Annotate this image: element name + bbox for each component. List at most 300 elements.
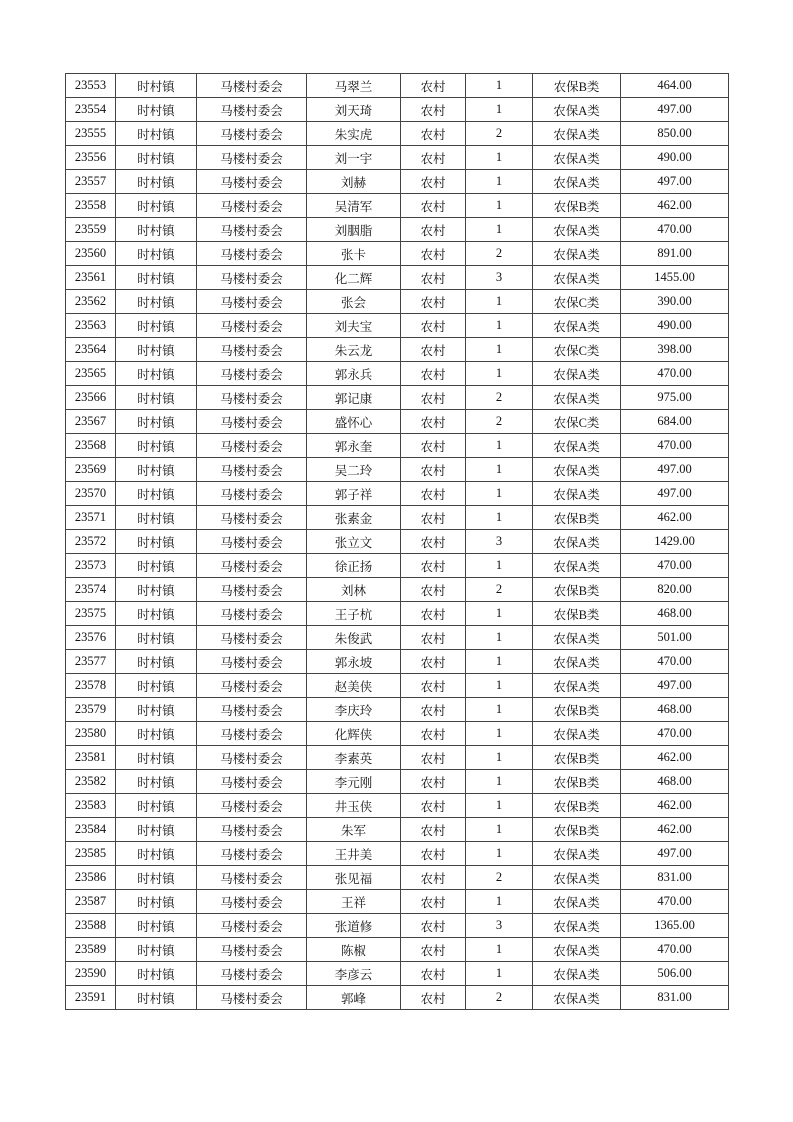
cell-serial-number: 23572 [66, 530, 116, 554]
table-row [66, 410, 729, 434]
cell-serial-number: 23558 [66, 194, 116, 218]
cell-residence-type: 农村 [401, 578, 466, 602]
cell-town: 时村镇 [116, 986, 197, 1010]
cell-village-committee: 马楼村委会 [197, 938, 307, 962]
cell-insurance-category: 农保A类 [533, 482, 621, 506]
cell-town: 时村镇 [116, 602, 197, 626]
cell-residence-type: 农村 [401, 914, 466, 938]
cell-residence-type: 农村 [401, 242, 466, 266]
cell-town: 时村镇 [116, 530, 197, 554]
table-row [66, 554, 729, 578]
cell-serial-number: 23580 [66, 722, 116, 746]
table-row [66, 386, 729, 410]
cell-person-count: 2 [466, 386, 533, 410]
cell-insurance-category: 农保A类 [533, 122, 621, 146]
cell-serial-number: 23576 [66, 626, 116, 650]
cell-village-committee: 马楼村委会 [197, 122, 307, 146]
cell-amount: 497.00 [621, 674, 729, 698]
cell-amount: 891.00 [621, 242, 729, 266]
cell-amount: 464.00 [621, 74, 729, 98]
cell-person-count: 1 [466, 362, 533, 386]
cell-amount: 497.00 [621, 842, 729, 866]
cell-person-name: 郭永坡 [307, 650, 401, 674]
table-row [66, 434, 729, 458]
cell-person-count: 1 [466, 194, 533, 218]
cell-insurance-category: 农保A类 [533, 98, 621, 122]
cell-person-count: 1 [466, 554, 533, 578]
table-row [66, 722, 729, 746]
cell-town: 时村镇 [116, 506, 197, 530]
table-row [66, 482, 729, 506]
cell-insurance-category: 农保A类 [533, 434, 621, 458]
cell-person-count: 1 [466, 458, 533, 482]
cell-amount: 470.00 [621, 362, 729, 386]
cell-insurance-category: 农保A类 [533, 266, 621, 290]
cell-person-count: 2 [466, 242, 533, 266]
cell-residence-type: 农村 [401, 602, 466, 626]
cell-village-committee: 马楼村委会 [197, 602, 307, 626]
cell-residence-type: 农村 [401, 866, 466, 890]
cell-insurance-category: 农保A类 [533, 362, 621, 386]
cell-person-count: 1 [466, 794, 533, 818]
cell-serial-number: 23566 [66, 386, 116, 410]
cell-residence-type: 农村 [401, 554, 466, 578]
cell-insurance-category: 农保A类 [533, 314, 621, 338]
cell-person-name: 李素英 [307, 746, 401, 770]
cell-amount: 390.00 [621, 290, 729, 314]
cell-person-name: 刘林 [307, 578, 401, 602]
cell-person-name: 李庆玲 [307, 698, 401, 722]
cell-person-name: 王子杭 [307, 602, 401, 626]
cell-person-name: 朱实虎 [307, 122, 401, 146]
cell-person-count: 1 [466, 602, 533, 626]
cell-village-committee: 马楼村委会 [197, 386, 307, 410]
cell-insurance-category: 农保B类 [533, 578, 621, 602]
cell-residence-type: 农村 [401, 266, 466, 290]
cell-village-committee: 马楼村委会 [197, 866, 307, 890]
cell-village-committee: 马楼村委会 [197, 698, 307, 722]
cell-insurance-category: 农保B类 [533, 506, 621, 530]
cell-serial-number: 23575 [66, 602, 116, 626]
cell-residence-type: 农村 [401, 98, 466, 122]
cell-residence-type: 农村 [401, 746, 466, 770]
cell-amount: 470.00 [621, 434, 729, 458]
cell-amount: 1455.00 [621, 266, 729, 290]
cell-insurance-category: 农保A类 [533, 938, 621, 962]
cell-amount: 470.00 [621, 554, 729, 578]
cell-serial-number: 23584 [66, 818, 116, 842]
cell-village-committee: 马楼村委会 [197, 818, 307, 842]
cell-town: 时村镇 [116, 842, 197, 866]
cell-town: 时村镇 [116, 434, 197, 458]
cell-residence-type: 农村 [401, 146, 466, 170]
cell-amount: 850.00 [621, 122, 729, 146]
cell-insurance-category: 农保C类 [533, 410, 621, 434]
cell-amount: 684.00 [621, 410, 729, 434]
cell-residence-type: 农村 [401, 506, 466, 530]
table-row [66, 866, 729, 890]
cell-village-committee: 马楼村委会 [197, 674, 307, 698]
table-row [66, 530, 729, 554]
cell-village-committee: 马楼村委会 [197, 794, 307, 818]
payment-table [65, 73, 729, 1010]
cell-person-count: 1 [466, 314, 533, 338]
cell-amount: 506.00 [621, 962, 729, 986]
cell-person-count: 1 [466, 962, 533, 986]
cell-person-count: 1 [466, 818, 533, 842]
cell-person-count: 3 [466, 530, 533, 554]
cell-town: 时村镇 [116, 314, 197, 338]
cell-insurance-category: 农保A类 [533, 554, 621, 578]
cell-residence-type: 农村 [401, 74, 466, 98]
cell-town: 时村镇 [116, 458, 197, 482]
cell-town: 时村镇 [116, 626, 197, 650]
cell-town: 时村镇 [116, 98, 197, 122]
cell-amount: 398.00 [621, 338, 729, 362]
cell-person-name: 吴清军 [307, 194, 401, 218]
cell-town: 时村镇 [116, 914, 197, 938]
cell-town: 时村镇 [116, 218, 197, 242]
cell-person-count: 2 [466, 122, 533, 146]
table-row [66, 890, 729, 914]
cell-village-committee: 马楼村委会 [197, 146, 307, 170]
table-row [66, 674, 729, 698]
cell-town: 时村镇 [116, 146, 197, 170]
cell-person-count: 1 [466, 722, 533, 746]
cell-serial-number: 23565 [66, 362, 116, 386]
cell-serial-number: 23591 [66, 986, 116, 1010]
cell-town: 时村镇 [116, 938, 197, 962]
cell-person-count: 1 [466, 698, 533, 722]
cell-village-committee: 马楼村委会 [197, 578, 307, 602]
cell-person-name: 赵美侠 [307, 674, 401, 698]
cell-village-committee: 马楼村委会 [197, 842, 307, 866]
cell-serial-number: 23570 [66, 482, 116, 506]
cell-person-name: 陈椒 [307, 938, 401, 962]
cell-amount: 497.00 [621, 482, 729, 506]
cell-amount: 1365.00 [621, 914, 729, 938]
cell-residence-type: 农村 [401, 170, 466, 194]
cell-village-committee: 马楼村委会 [197, 962, 307, 986]
cell-residence-type: 农村 [401, 194, 466, 218]
cell-residence-type: 农村 [401, 122, 466, 146]
cell-residence-type: 农村 [401, 962, 466, 986]
cell-town: 时村镇 [116, 554, 197, 578]
cell-insurance-category: 农保B类 [533, 74, 621, 98]
cell-serial-number: 23588 [66, 914, 116, 938]
cell-village-committee: 马楼村委会 [197, 626, 307, 650]
cell-serial-number: 23574 [66, 578, 116, 602]
cell-amount: 497.00 [621, 170, 729, 194]
table-row [66, 242, 729, 266]
cell-residence-type: 农村 [401, 650, 466, 674]
cell-amount: 490.00 [621, 314, 729, 338]
cell-amount: 462.00 [621, 794, 729, 818]
cell-residence-type: 农村 [401, 794, 466, 818]
cell-insurance-category: 农保A类 [533, 962, 621, 986]
cell-village-committee: 马楼村委会 [197, 650, 307, 674]
cell-person-count: 2 [466, 578, 533, 602]
cell-person-count: 1 [466, 626, 533, 650]
cell-residence-type: 农村 [401, 530, 466, 554]
table-row [66, 266, 729, 290]
cell-serial-number: 23562 [66, 290, 116, 314]
table-row [66, 338, 729, 362]
cell-amount: 497.00 [621, 98, 729, 122]
cell-person-name: 化二辉 [307, 266, 401, 290]
table-row [66, 914, 729, 938]
cell-village-committee: 马楼村委会 [197, 410, 307, 434]
cell-residence-type: 农村 [401, 314, 466, 338]
cell-amount: 470.00 [621, 218, 729, 242]
cell-insurance-category: 农保B类 [533, 698, 621, 722]
cell-residence-type: 农村 [401, 362, 466, 386]
cell-residence-type: 农村 [401, 698, 466, 722]
cell-town: 时村镇 [116, 386, 197, 410]
cell-amount: 462.00 [621, 194, 729, 218]
table-row [66, 794, 729, 818]
table-row [66, 458, 729, 482]
cell-insurance-category: 农保A类 [533, 242, 621, 266]
cell-person-name: 郭永奎 [307, 434, 401, 458]
cell-person-name: 朱云龙 [307, 338, 401, 362]
cell-village-committee: 马楼村委会 [197, 554, 307, 578]
cell-insurance-category: 农保A类 [533, 890, 621, 914]
cell-residence-type: 农村 [401, 338, 466, 362]
table-row [66, 506, 729, 530]
cell-town: 时村镇 [116, 74, 197, 98]
cell-insurance-category: 农保A类 [533, 386, 621, 410]
cell-amount: 462.00 [621, 746, 729, 770]
cell-insurance-category: 农保A类 [533, 866, 621, 890]
cell-serial-number: 23563 [66, 314, 116, 338]
cell-insurance-category: 农保A类 [533, 986, 621, 1010]
cell-insurance-category: 农保A类 [533, 842, 621, 866]
cell-insurance-category: 农保B类 [533, 602, 621, 626]
cell-person-count: 1 [466, 98, 533, 122]
cell-town: 时村镇 [116, 770, 197, 794]
cell-serial-number: 23560 [66, 242, 116, 266]
cell-village-committee: 马楼村委会 [197, 506, 307, 530]
cell-village-committee: 马楼村委会 [197, 746, 307, 770]
payment-table-body [66, 74, 729, 1010]
cell-person-count: 1 [466, 170, 533, 194]
cell-village-committee: 马楼村委会 [197, 434, 307, 458]
cell-person-name: 朱俊武 [307, 626, 401, 650]
cell-person-name: 井玉侠 [307, 794, 401, 818]
cell-person-name: 王井美 [307, 842, 401, 866]
cell-village-committee: 马楼村委会 [197, 242, 307, 266]
table-row [66, 194, 729, 218]
cell-amount: 820.00 [621, 578, 729, 602]
cell-insurance-category: 农保A类 [533, 626, 621, 650]
cell-amount: 831.00 [621, 866, 729, 890]
table-row [66, 290, 729, 314]
cell-insurance-category: 农保A类 [533, 458, 621, 482]
cell-town: 时村镇 [116, 698, 197, 722]
cell-person-count: 1 [466, 938, 533, 962]
cell-amount: 1429.00 [621, 530, 729, 554]
table-row [66, 362, 729, 386]
cell-insurance-category: 农保B类 [533, 770, 621, 794]
cell-person-name: 刘胭脂 [307, 218, 401, 242]
cell-insurance-category: 农保A类 [533, 650, 621, 674]
cell-amount: 468.00 [621, 770, 729, 794]
cell-person-count: 3 [466, 914, 533, 938]
cell-residence-type: 农村 [401, 218, 466, 242]
cell-insurance-category: 农保A类 [533, 914, 621, 938]
cell-person-name: 刘赫 [307, 170, 401, 194]
cell-amount: 470.00 [621, 938, 729, 962]
table-row [66, 218, 729, 242]
cell-amount: 462.00 [621, 506, 729, 530]
cell-village-committee: 马楼村委会 [197, 890, 307, 914]
cell-residence-type: 农村 [401, 770, 466, 794]
table-row [66, 818, 729, 842]
cell-amount: 468.00 [621, 698, 729, 722]
cell-person-name: 郭永兵 [307, 362, 401, 386]
cell-person-name: 郭峰 [307, 986, 401, 1010]
cell-insurance-category: 农保A类 [533, 146, 621, 170]
cell-person-count: 2 [466, 410, 533, 434]
cell-amount: 462.00 [621, 818, 729, 842]
cell-serial-number: 23567 [66, 410, 116, 434]
cell-village-committee: 马楼村委会 [197, 290, 307, 314]
cell-person-name: 李彦云 [307, 962, 401, 986]
cell-amount: 470.00 [621, 650, 729, 674]
cell-town: 时村镇 [116, 242, 197, 266]
cell-insurance-category: 农保B类 [533, 746, 621, 770]
cell-person-count: 1 [466, 434, 533, 458]
cell-person-count: 1 [466, 290, 533, 314]
cell-person-count: 1 [466, 146, 533, 170]
cell-village-committee: 马楼村委会 [197, 170, 307, 194]
cell-town: 时村镇 [116, 818, 197, 842]
table-row [66, 938, 729, 962]
cell-person-name: 徐正扬 [307, 554, 401, 578]
cell-residence-type: 农村 [401, 458, 466, 482]
cell-serial-number: 23581 [66, 746, 116, 770]
cell-town: 时村镇 [116, 578, 197, 602]
table-row [66, 962, 729, 986]
cell-amount: 470.00 [621, 722, 729, 746]
cell-person-count: 1 [466, 650, 533, 674]
cell-town: 时村镇 [116, 338, 197, 362]
cell-residence-type: 农村 [401, 410, 466, 434]
cell-person-name: 盛怀心 [307, 410, 401, 434]
cell-person-name: 张立文 [307, 530, 401, 554]
cell-person-count: 1 [466, 338, 533, 362]
cell-person-name: 化辉侠 [307, 722, 401, 746]
cell-village-committee: 马楼村委会 [197, 194, 307, 218]
cell-serial-number: 23582 [66, 770, 116, 794]
cell-serial-number: 23583 [66, 794, 116, 818]
cell-residence-type: 农村 [401, 434, 466, 458]
cell-person-count: 1 [466, 746, 533, 770]
cell-village-committee: 马楼村委会 [197, 98, 307, 122]
cell-serial-number: 23557 [66, 170, 116, 194]
cell-person-count: 1 [466, 770, 533, 794]
cell-serial-number: 23555 [66, 122, 116, 146]
cell-town: 时村镇 [116, 482, 197, 506]
cell-amount: 490.00 [621, 146, 729, 170]
cell-person-name: 张道修 [307, 914, 401, 938]
cell-amount: 470.00 [621, 890, 729, 914]
cell-insurance-category: 农保B类 [533, 194, 621, 218]
cell-person-count: 1 [466, 890, 533, 914]
cell-town: 时村镇 [116, 962, 197, 986]
cell-person-name: 郭记康 [307, 386, 401, 410]
cell-serial-number: 23556 [66, 146, 116, 170]
cell-village-committee: 马楼村委会 [197, 770, 307, 794]
cell-person-name: 马翠兰 [307, 74, 401, 98]
cell-serial-number: 23568 [66, 434, 116, 458]
cell-village-committee: 马楼村委会 [197, 986, 307, 1010]
cell-village-committee: 马楼村委会 [197, 314, 307, 338]
table-row [66, 986, 729, 1010]
cell-town: 时村镇 [116, 266, 197, 290]
cell-person-name: 张素金 [307, 506, 401, 530]
table-row [66, 74, 729, 98]
cell-amount: 975.00 [621, 386, 729, 410]
cell-insurance-category: 农保B类 [533, 794, 621, 818]
cell-town: 时村镇 [116, 650, 197, 674]
cell-person-name: 朱军 [307, 818, 401, 842]
cell-village-committee: 马楼村委会 [197, 482, 307, 506]
table-row [66, 626, 729, 650]
cell-serial-number: 23579 [66, 698, 116, 722]
cell-serial-number: 23586 [66, 866, 116, 890]
cell-person-count: 1 [466, 674, 533, 698]
table-row [66, 314, 729, 338]
cell-person-name: 王祥 [307, 890, 401, 914]
cell-town: 时村镇 [116, 290, 197, 314]
cell-insurance-category: 农保C类 [533, 290, 621, 314]
table-row [66, 98, 729, 122]
cell-residence-type: 农村 [401, 818, 466, 842]
cell-person-name: 李元刚 [307, 770, 401, 794]
cell-residence-type: 农村 [401, 290, 466, 314]
cell-insurance-category: 农保B类 [533, 818, 621, 842]
cell-serial-number: 23573 [66, 554, 116, 578]
cell-residence-type: 农村 [401, 482, 466, 506]
cell-town: 时村镇 [116, 170, 197, 194]
cell-person-count: 1 [466, 842, 533, 866]
cell-serial-number: 23569 [66, 458, 116, 482]
cell-person-name: 刘一宇 [307, 146, 401, 170]
cell-person-count: 2 [466, 866, 533, 890]
cell-serial-number: 23554 [66, 98, 116, 122]
cell-amount: 468.00 [621, 602, 729, 626]
cell-village-committee: 马楼村委会 [197, 530, 307, 554]
cell-residence-type: 农村 [401, 722, 466, 746]
cell-serial-number: 23590 [66, 962, 116, 986]
cell-person-count: 1 [466, 218, 533, 242]
cell-serial-number: 23553 [66, 74, 116, 98]
cell-village-committee: 马楼村委会 [197, 914, 307, 938]
cell-person-count: 1 [466, 74, 533, 98]
cell-amount: 831.00 [621, 986, 729, 1010]
cell-serial-number: 23585 [66, 842, 116, 866]
cell-serial-number: 23587 [66, 890, 116, 914]
table-row [66, 146, 729, 170]
cell-town: 时村镇 [116, 122, 197, 146]
cell-village-committee: 马楼村委会 [197, 266, 307, 290]
cell-serial-number: 23571 [66, 506, 116, 530]
table-row [66, 770, 729, 794]
cell-amount: 497.00 [621, 458, 729, 482]
cell-town: 时村镇 [116, 794, 197, 818]
